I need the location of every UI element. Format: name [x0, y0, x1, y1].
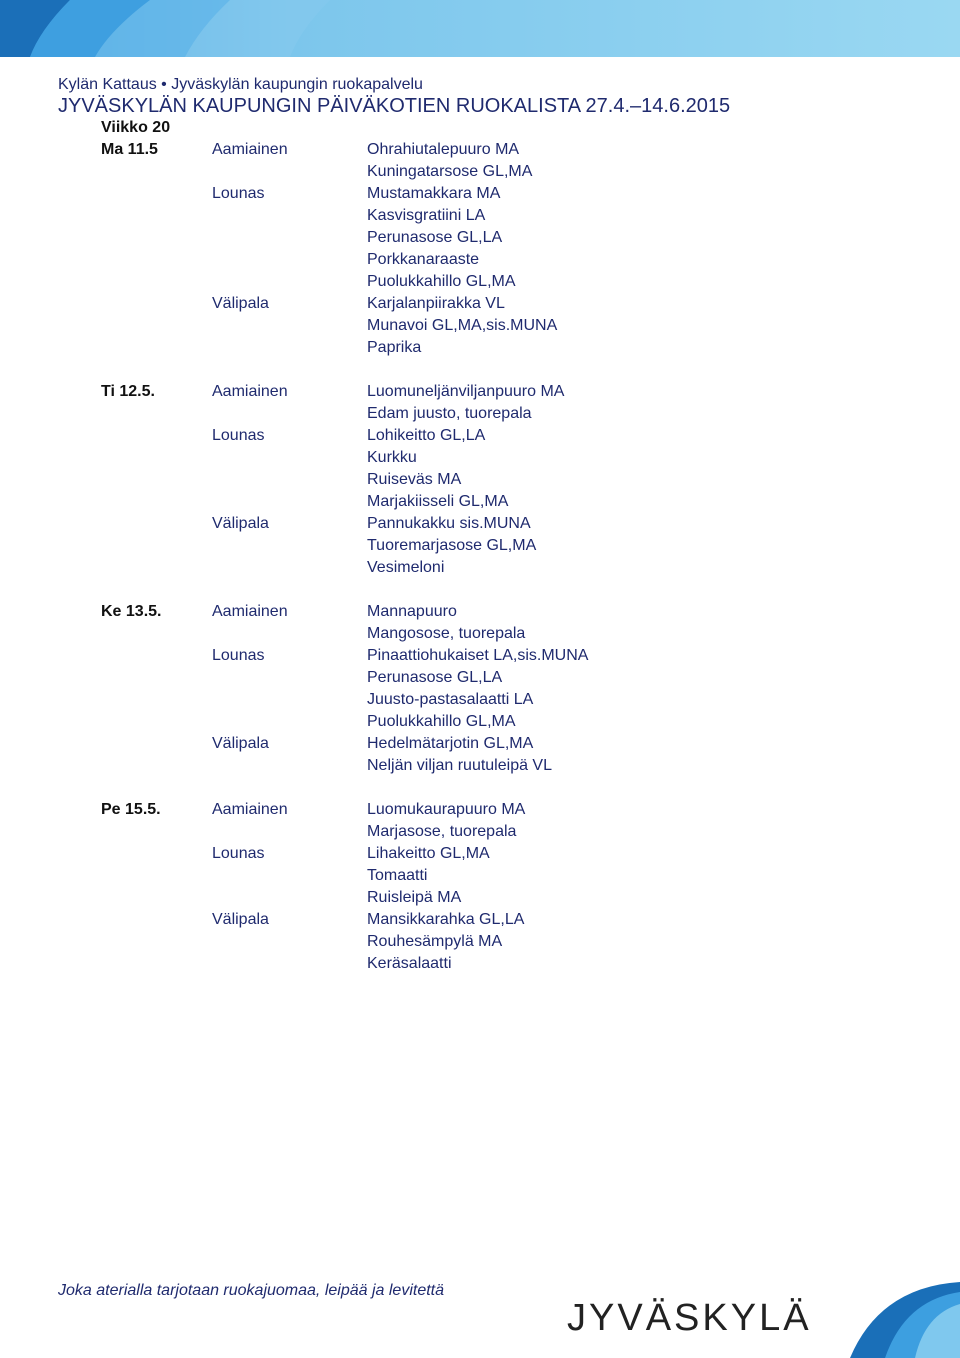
day-label: Ti 12.5. — [101, 383, 155, 400]
menu-row — [101, 865, 721, 887]
day-label: Ma 11.5 — [101, 141, 158, 158]
dish-name: Vesimeloni — [367, 559, 445, 576]
menu-row — [101, 535, 721, 557]
day-label — [101, 909, 212, 931]
day-label — [101, 865, 212, 887]
menu-row — [101, 205, 721, 227]
meal-label: Välipala — [212, 515, 269, 532]
dish-name: Ohrahiutalepuuro MA — [367, 141, 520, 158]
menu-row — [101, 161, 721, 183]
dish-name: Hedelmätarjotin GL,MA — [367, 735, 534, 752]
day-label — [101, 337, 212, 359]
meal-label — [212, 865, 367, 887]
dish-name: Tomaatti — [367, 867, 428, 884]
day-block — [101, 381, 721, 579]
meal-label — [212, 557, 367, 579]
day-label — [101, 513, 212, 535]
menu-row — [101, 139, 721, 161]
menu-row — [101, 821, 721, 843]
day-label — [101, 645, 212, 667]
day-label — [101, 469, 212, 491]
top-banner — [0, 0, 960, 57]
meal-label — [212, 271, 367, 293]
meal-label — [212, 689, 367, 711]
day-label — [101, 733, 212, 755]
dish-name: Marjakiisseli GL,MA — [367, 493, 509, 510]
day-label — [101, 557, 212, 579]
day-label — [101, 403, 212, 425]
menu-row — [101, 271, 721, 293]
day-label — [101, 425, 212, 447]
day-label — [101, 689, 212, 711]
day-block — [101, 799, 721, 975]
day-label: Ke 13.5. — [101, 603, 162, 620]
menu-row — [101, 557, 721, 579]
meal-label: Aamiainen — [212, 801, 288, 818]
meal-label — [212, 337, 367, 359]
day-label — [101, 161, 212, 183]
banner-graphic — [0, 0, 960, 57]
meal-label: Lounas — [212, 647, 265, 664]
meal-label — [212, 931, 367, 953]
menu-row — [101, 623, 721, 645]
day-label — [101, 205, 212, 227]
day-label — [101, 821, 212, 843]
meal-label — [212, 315, 367, 337]
day-label — [101, 249, 212, 271]
dish-name: Munavoi GL,MA,sis.MUNA — [367, 317, 558, 334]
dish-name: Karjalanpiirakka VL — [367, 295, 505, 312]
meal-label — [212, 821, 367, 843]
dish-name: Marjasose, tuorepala — [367, 823, 517, 840]
meal-label: Välipala — [212, 295, 269, 312]
menu-row — [101, 689, 721, 711]
menu-row — [101, 337, 721, 359]
day-label — [101, 535, 212, 557]
dish-name: Puolukkahillo GL,MA — [367, 273, 516, 290]
meal-label — [212, 227, 367, 249]
day-label — [101, 843, 212, 865]
day-label — [101, 491, 212, 513]
menu-row — [101, 667, 721, 689]
menu-row — [101, 469, 721, 491]
day-label — [101, 183, 212, 205]
page-header — [58, 76, 730, 117]
dish-name: Mustamakkara MA — [367, 185, 501, 202]
dish-name: Ruisleipä MA — [367, 889, 462, 906]
menu-row — [101, 315, 721, 337]
dish-name: Mangosose, tuorepala — [367, 625, 526, 642]
meal-label — [212, 711, 367, 733]
dish-name: Mannapuuro — [367, 603, 457, 620]
dish-name: Luomuneljänviljanpuuro MA — [367, 383, 565, 400]
menu-row — [101, 733, 721, 755]
meal-label — [212, 887, 367, 909]
meal-label: Välipala — [212, 911, 269, 928]
menu-row — [101, 909, 721, 931]
swoosh-icon — [810, 1282, 960, 1358]
corner-swoosh-graphic — [810, 1282, 960, 1358]
menu-row — [101, 953, 721, 975]
day-block — [101, 601, 721, 777]
day-label — [101, 293, 212, 315]
dish-name: Neljän viljan ruutuleipä VL — [367, 757, 552, 774]
day-label — [101, 887, 212, 909]
meal-label: Lounas — [212, 427, 265, 444]
menu-row — [101, 293, 721, 315]
menu-row — [101, 403, 721, 425]
dish-name: Porkkanaraaste — [367, 251, 480, 268]
day-label — [101, 227, 212, 249]
menu-row — [101, 447, 721, 469]
menu-row — [101, 799, 721, 821]
meal-label — [212, 205, 367, 227]
menu-row — [101, 381, 721, 403]
dish-name: Edam juusto, tuorepala — [367, 405, 532, 422]
dish-name: Pannukakku sis.MUNA — [367, 515, 531, 532]
meal-label — [212, 249, 367, 271]
dish-name: Lihakeitto GL,MA — [367, 845, 490, 862]
menu-row — [101, 425, 721, 447]
meal-label: Lounas — [212, 845, 265, 862]
menu-title: JYVÄSKYLÄN KAUPUNGIN PÄIVÄKOTIEN RUOKALISTA 27.4.–14.6.2015 — [58, 95, 731, 117]
dish-name: Luomukaurapuuro MA — [367, 801, 526, 818]
dish-name: Juusto-pastasalaatti LA — [367, 691, 534, 708]
day-label — [101, 667, 212, 689]
meal-label: Aamiainen — [212, 141, 288, 158]
meal-label — [212, 623, 367, 645]
menu-row — [101, 711, 721, 733]
jyvaskyla-logo: JYVÄSKYLÄ — [567, 1297, 812, 1339]
day-label — [101, 315, 212, 337]
weekly-menu — [101, 139, 721, 997]
menu-row — [101, 183, 721, 205]
meal-label: Lounas — [212, 185, 265, 202]
dish-name: Paprika — [367, 339, 422, 356]
menu-row — [101, 227, 721, 249]
meal-label — [212, 953, 367, 975]
meal-label — [212, 535, 367, 557]
footer-note: Joka aterialla tarjotaan ruokajuomaa, leipää ja levitettä — [58, 1282, 445, 1299]
day-label — [101, 711, 212, 733]
meal-label: Aamiainen — [212, 603, 288, 620]
menu-row — [101, 513, 721, 535]
menu-row — [101, 887, 721, 909]
day-label — [101, 755, 212, 777]
dish-name: Kuningatarsose GL,MA — [367, 163, 533, 180]
meal-label — [212, 667, 367, 689]
menu-row — [101, 755, 721, 777]
day-label — [101, 931, 212, 953]
dish-name: Rouhesämpylä MA — [367, 933, 503, 950]
dish-name: Puolukkahillo GL,MA — [367, 713, 516, 730]
day-label — [101, 953, 212, 975]
dish-name: Perunasose GL,LA — [367, 669, 503, 686]
dish-name: Kasvisgratiini LA — [367, 207, 486, 224]
day-label — [101, 271, 212, 293]
dish-name: Perunasose GL,LA — [367, 229, 503, 246]
organization-line: Kylän Kattaus • Jyväskylän kaupungin ruokapalvelu — [58, 76, 423, 93]
meal-label — [212, 447, 367, 469]
menu-row — [101, 931, 721, 953]
meal-label — [212, 491, 367, 513]
menu-row — [101, 843, 721, 865]
meal-label: Aamiainen — [212, 383, 288, 400]
dish-name: Keräsalaatti — [367, 955, 452, 972]
meal-label — [212, 403, 367, 425]
meal-label: Välipala — [212, 735, 269, 752]
menu-row — [101, 601, 721, 623]
menu-row — [101, 645, 721, 667]
day-label — [101, 623, 212, 645]
dish-name: Lohikeitto GL,LA — [367, 427, 486, 444]
day-block — [101, 139, 721, 359]
week-label: Viikko 20 — [101, 119, 171, 136]
day-label: Pe 15.5. — [101, 801, 161, 818]
meal-label — [212, 469, 367, 491]
menu-row — [101, 491, 721, 513]
dish-name: Mansikkarahka GL,LA — [367, 911, 525, 928]
dish-name: Tuoremarjasose GL,MA — [367, 537, 537, 554]
meal-label — [212, 755, 367, 777]
dish-name: Ruiseväs MA — [367, 471, 462, 488]
meal-label — [212, 161, 367, 183]
day-label — [101, 447, 212, 469]
dish-name: Pinaattiohukaiset LA,sis.MUNA — [367, 647, 589, 664]
menu-row — [101, 249, 721, 271]
dish-name: Kurkku — [367, 449, 417, 466]
